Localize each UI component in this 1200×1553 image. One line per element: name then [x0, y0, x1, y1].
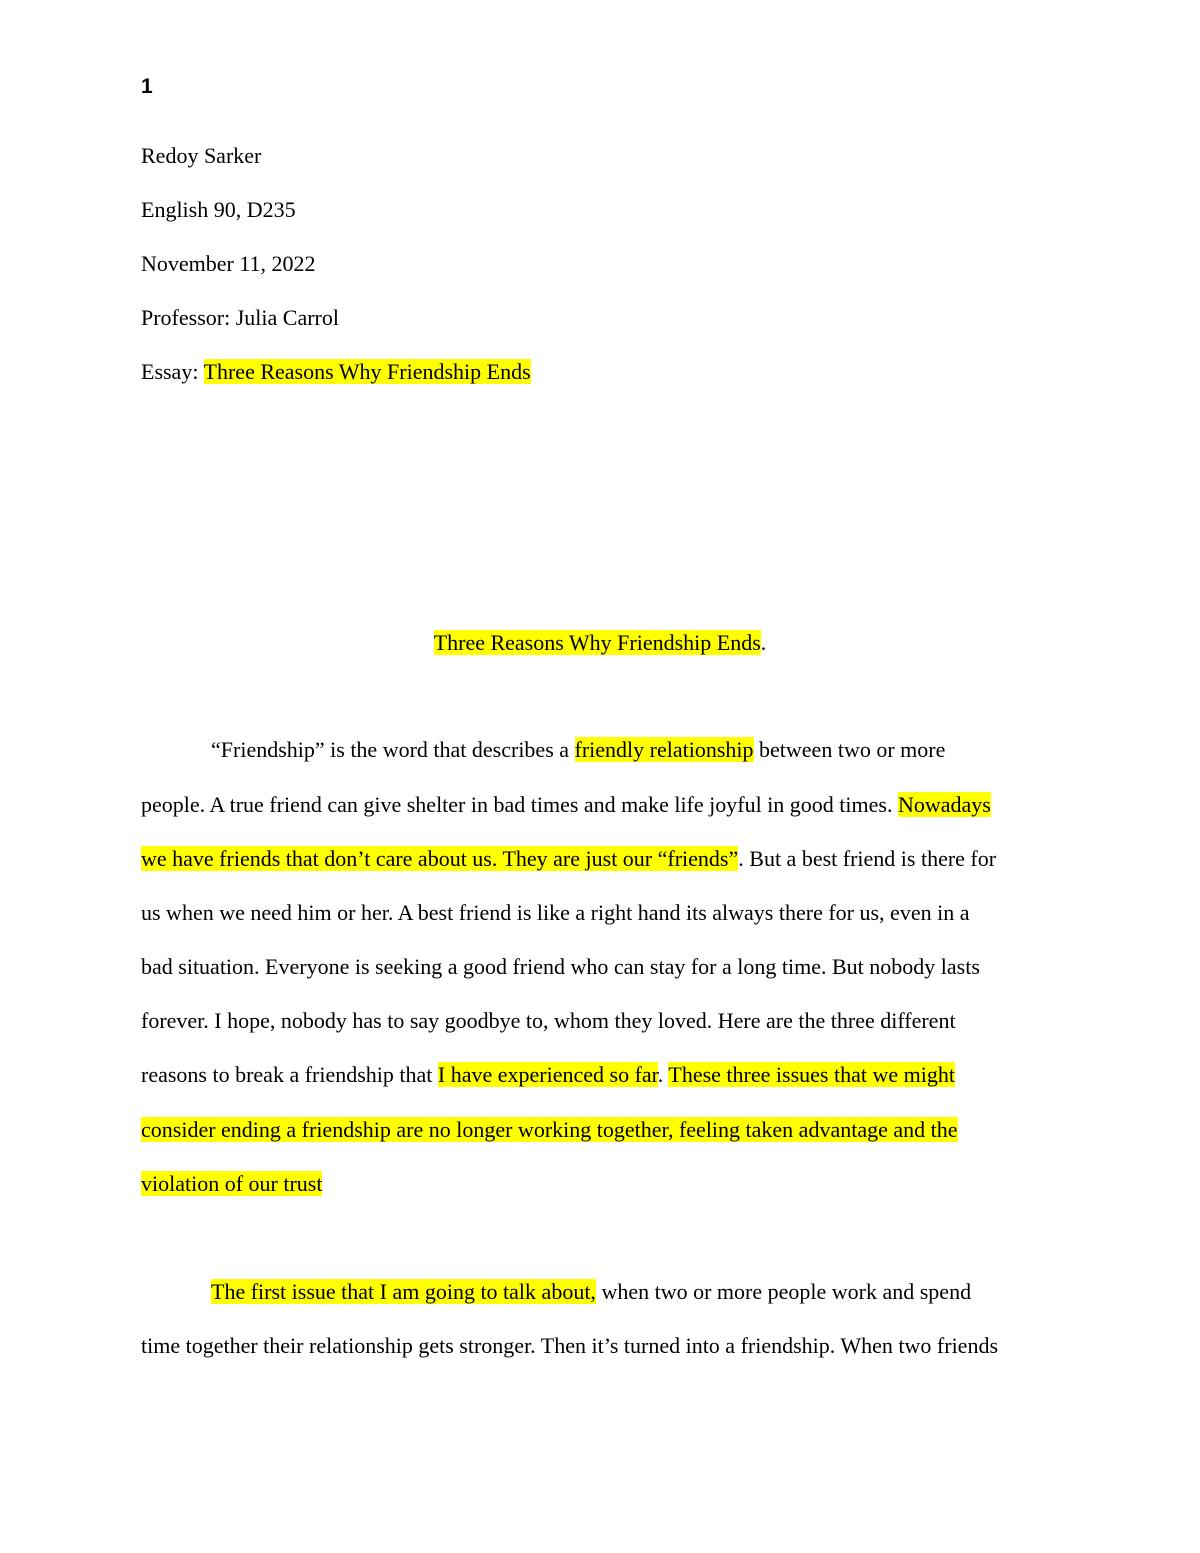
paragraph-1-line-6: forever. I hope, nobody has to say goodbye to, whom they loved. Here are the three different: [141, 1008, 956, 1033]
essay-title-period: .: [760, 630, 767, 655]
text-run: people. A true friend can give shelter in bad times and make life joyful in good times.: [141, 792, 898, 817]
page-number: 1: [141, 75, 153, 98]
text-run: when two or more people work and spend: [595, 1279, 972, 1304]
essay-label: Essay:: [141, 359, 204, 384]
paragraph-1-line-7: [141, 1060, 955, 1090]
highlighted-text: The first issue that I am going to talk about,: [211, 1279, 596, 1304]
author-name: Redoy Sarker: [141, 143, 262, 168]
highlighted-text: These three issues that we might: [668, 1062, 955, 1087]
paragraph-1-line-3: [141, 844, 996, 874]
highlighted-text: friendly relationship: [574, 737, 754, 762]
essay-line: [141, 357, 531, 387]
paragraph-1-line-4: us when we need him or her. A best friend is like a right hand its always there for us, even in a: [141, 900, 970, 925]
text-run: . But a best friend is there for: [738, 846, 997, 871]
paragraph-1-line-2: [141, 790, 991, 820]
paragraph-1-line-5: bad situation. Everyone is seeking a good friend who can stay for a long time. But nobody lasts: [141, 954, 980, 979]
paragraph-1-line-9: [141, 1169, 322, 1199]
course-line: English 90, D235: [141, 197, 296, 222]
highlighted-text: I have experienced so far: [437, 1062, 658, 1087]
paragraph-2-line-2: time together their relationship gets stronger. Then it’s turned into a friendship. When two friends: [141, 1333, 999, 1358]
paragraph-1-line-8: [141, 1115, 958, 1145]
text-run: .: [657, 1062, 669, 1087]
paragraph-1-line-1: [211, 735, 945, 765]
highlighted-text: violation of our trust: [141, 1171, 323, 1196]
highlighted-text: Nowadays: [897, 792, 991, 817]
professor-line: Professor: Julia Carrol: [141, 305, 339, 330]
highlighted-text: we have friends that don’t care about us. They are just our “friends”: [141, 846, 739, 871]
essay-title: [0, 628, 1200, 658]
essay-title-text: Three Reasons Why Friendship Ends: [433, 630, 761, 655]
text-run: reasons to break a friendship that: [141, 1062, 438, 1087]
essay-title-highlight: Three Reasons Why Friendship Ends: [203, 359, 531, 384]
date-line: November 11, 2022: [141, 251, 316, 276]
text-run: “Friendship” is the word that describes a: [211, 737, 575, 762]
highlighted-text: consider ending a friendship are no longer working together, feeling taken advantage and the: [141, 1117, 958, 1142]
paragraph-2-line-1: [211, 1277, 971, 1307]
text-run: between two or more: [753, 737, 946, 762]
